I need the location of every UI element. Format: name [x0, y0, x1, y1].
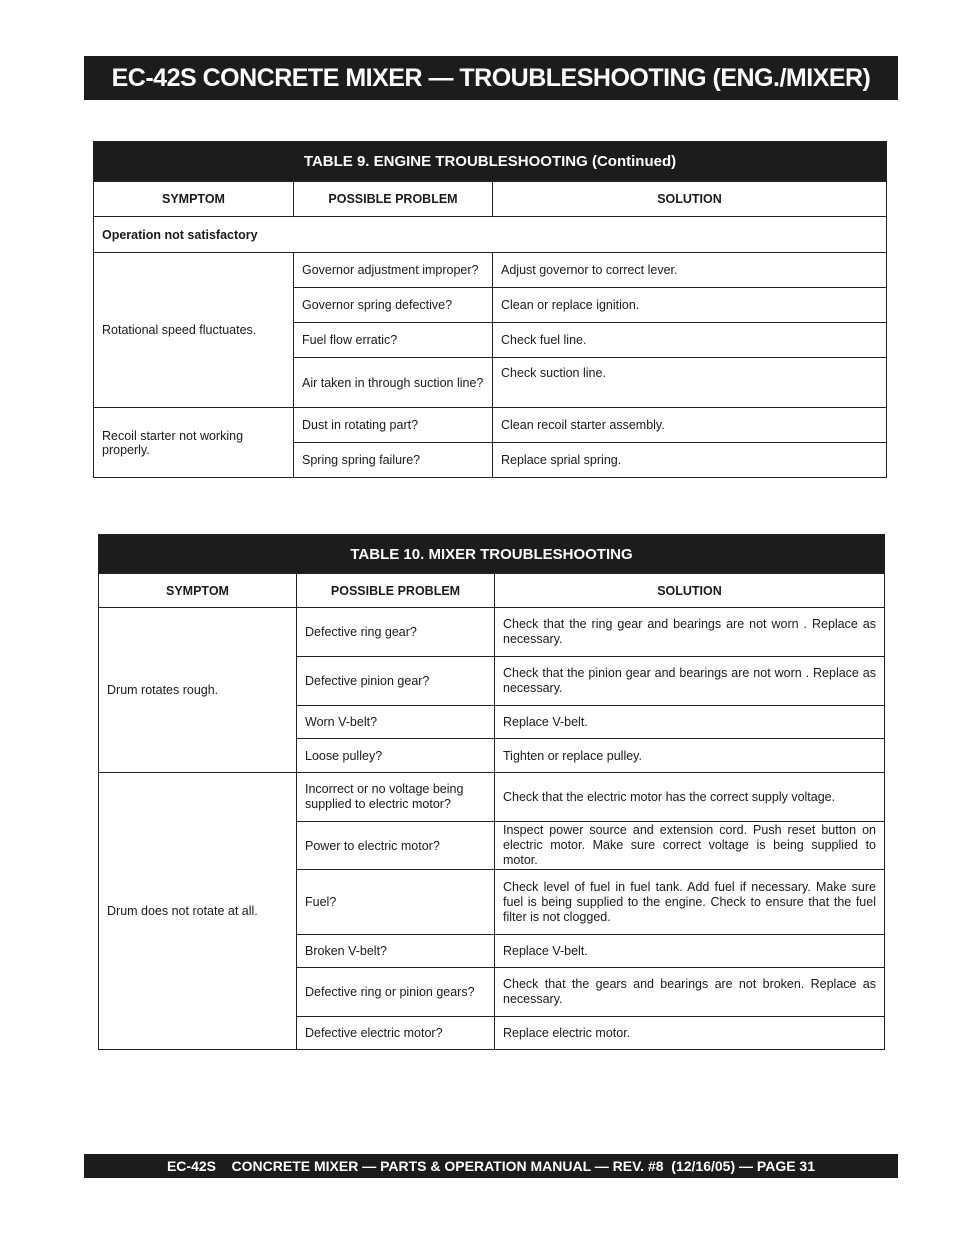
column-header-solution: SOLUTION: [493, 182, 887, 217]
problem-cell: Air taken in through suction line?: [294, 358, 493, 408]
symptom-cell: Drum rotates rough.: [99, 608, 297, 773]
problem-cell: Fuel flow erratic?: [294, 323, 493, 358]
problem-cell: Loose pulley?: [297, 739, 495, 773]
column-header-problem: POSSIBLE PROBLEM: [297, 574, 495, 608]
solution-cell: Tighten or replace pulley.: [495, 739, 885, 773]
solution-cell: Check that the ring gear and bearings are not worn . Replace as necessary.: [495, 608, 885, 657]
problem-cell: Spring spring failure?: [294, 443, 493, 478]
problem-cell: Defective electric motor?: [297, 1017, 495, 1050]
solution-cell: Check fuel line.: [493, 323, 887, 358]
solution-cell: Clean or replace ignition.: [493, 288, 887, 323]
solution-cell: Check that the electric motor has the correct supply voltage.: [495, 773, 885, 822]
problem-cell: Defective ring or pinion gears?: [297, 968, 495, 1017]
problem-cell: Power to electric motor?: [297, 822, 495, 870]
mixer-troubleshooting-table: [98, 534, 885, 1050]
solution-cell: Check that the pinion gear and bearings are not worn . Replace as necessary.: [495, 657, 885, 706]
page-footer: EC-42S CONCRETE MIXER — PARTS & OPERATION MANUAL — REV. #8 (12/16/05) — PAGE 31: [84, 1154, 898, 1178]
problem-cell: Defective ring gear?: [297, 608, 495, 657]
section-label: Operation not satisfactory: [94, 217, 887, 253]
table-row: [94, 408, 887, 443]
problem-cell: Fuel?: [297, 870, 495, 935]
problem-cell: Worn V-belt?: [297, 706, 495, 739]
column-header-problem: POSSIBLE PROBLEM: [294, 182, 493, 217]
solution-cell: Inspect power source and extension cord. Push reset button on electric motor. Make sure correct voltage is being supplied to motor.: [495, 822, 885, 870]
symptom-cell: Recoil starter not working properly.: [94, 408, 294, 478]
problem-cell: Incorrect or no voltage being supplied to electric motor?: [297, 773, 495, 822]
column-header-solution: SOLUTION: [495, 574, 885, 608]
symptom-cell: Drum does not rotate at all.: [99, 773, 297, 1050]
solution-cell: Clean recoil starter assembly.: [493, 408, 887, 443]
problem-cell: Defective pinion gear?: [297, 657, 495, 706]
solution-cell: Replace V-belt.: [495, 706, 885, 739]
problem-cell: Governor adjustment improper?: [294, 253, 493, 288]
table-row: [99, 773, 885, 822]
solution-cell: Adjust governor to correct lever.: [493, 253, 887, 288]
solution-cell: Check level of fuel in fuel tank. Add fuel if necessary. Make sure fuel is being supplied to the engine. Check to ensure that the fuel filter is not clogged.: [495, 870, 885, 935]
table-row: [94, 253, 887, 288]
column-header-symptom: SYMPTOM: [99, 574, 297, 608]
problem-cell: Dust in rotating part?: [294, 408, 493, 443]
solution-cell: Check that the gears and bearings are not broken. Replace as necessary.: [495, 968, 885, 1017]
problem-cell: Broken V-belt?: [297, 935, 495, 968]
problem-cell: Governor spring defective?: [294, 288, 493, 323]
symptom-cell: Rotational speed fluctuates.: [94, 253, 294, 408]
solution-cell: Replace electric motor.: [495, 1017, 885, 1050]
solution-cell: Replace V-belt.: [495, 935, 885, 968]
solution-cell: Replace sprial spring.: [493, 443, 887, 478]
solution-cell: Check suction line.: [493, 358, 887, 408]
table-row: [99, 608, 885, 657]
table-caption: TABLE 9. ENGINE TROUBLESHOOTING (Continued): [94, 142, 887, 182]
table-caption: TABLE 10. MIXER TROUBLESHOOTING: [99, 535, 885, 574]
column-header-symptom: SYMPTOM: [94, 182, 294, 217]
page-title: EC-42S CONCRETE MIXER — TROUBLESHOOTING (ENG./MIXER): [84, 56, 898, 100]
engine-troubleshooting-table: [93, 141, 887, 478]
